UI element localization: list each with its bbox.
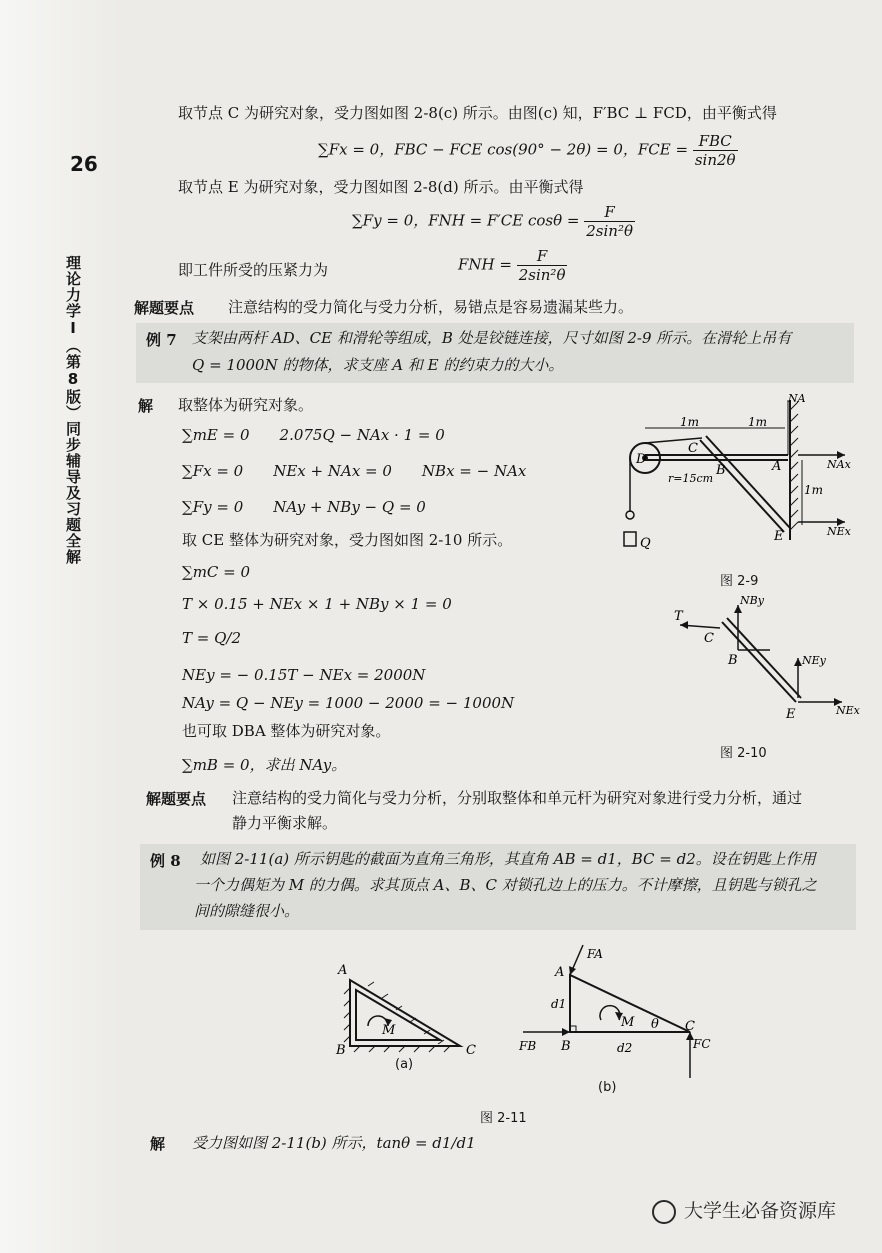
- solution-7-line: 也可取 DBA 整体为研究对象。: [182, 722, 391, 740]
- equation-sum-fx-left: ∑Fx = 0，FBC − FCE cos(90° − 2θ) = 0，FCE =: [318, 140, 689, 159]
- equation-sum-fy: [352, 203, 635, 240]
- label-c: C: [688, 441, 698, 456]
- label-t: T: [674, 609, 683, 624]
- page-edge-shade: [0, 0, 120, 1253]
- label-fb: FB: [519, 1039, 537, 1053]
- label-a: A: [772, 459, 782, 474]
- figure-2-11b-sublabel: (b): [598, 1080, 617, 1095]
- key-point-line-1: 注意结构的受力简化与受力分析，分别取整体和单元杆为研究对象进行受力分析，通过: [232, 789, 803, 807]
- example-8-label: 例 8: [150, 852, 181, 870]
- solution-7-line: T = Q/2: [182, 629, 242, 647]
- label-e: E: [774, 529, 784, 544]
- label-e: E: [786, 707, 796, 722]
- label-m: M: [621, 1015, 635, 1030]
- equation-fnh-left: FNH =: [458, 255, 512, 274]
- key-point-label: 解题要点: [146, 790, 207, 808]
- wall-hatching: [790, 402, 798, 530]
- label-nax: NAx: [827, 458, 851, 471]
- example-8-line-2: 一个力偶矩为 M 的力偶。求其顶点 A、B、C 对锁孔边上的压力。不计摩擦，且钥匙与锁孔之: [194, 876, 817, 894]
- label-nex: NEx: [836, 704, 860, 717]
- fraction-denominator: 2sin²θ: [518, 266, 566, 284]
- fraction-numerator: F: [517, 247, 568, 266]
- solution-7-line: NAy = Q − NEy = 1000 − 2000 = − 1000N: [182, 694, 515, 712]
- key-triangle-inner: [356, 990, 440, 1040]
- fraction-denominator: 2sin²θ: [586, 222, 633, 240]
- label-b: B: [728, 653, 738, 668]
- key-point-label: 解题要点: [134, 299, 195, 317]
- solution-7-line: NEy = − 0.15T − NEx = 2000N: [182, 666, 426, 684]
- label-radius: r=15cm: [668, 472, 714, 485]
- equation-sum-fy-left: ∑Fy = 0，FNH = F′CE cosθ =: [352, 211, 580, 230]
- paragraph-node-c: 取节点 C 为研究对象，受力图如图 2-8(c) 所示。由图(c) 知，F′BC ⊥ FCD，由平衡式得: [178, 104, 777, 122]
- figure-2-9-caption: 图 2-9: [720, 574, 759, 589]
- fraction-numerator: FBC: [693, 132, 738, 151]
- fraction-numerator: F: [584, 203, 635, 222]
- key-point-text: 注意结构的受力简化与受力分析，易错点是容易遗漏某些力。: [228, 298, 634, 316]
- watermark: [652, 1196, 836, 1224]
- figure-2-11a-sublabel: (a): [395, 1057, 414, 1072]
- label-ney: NEy: [802, 654, 826, 667]
- example-7-label: 例 7: [146, 331, 177, 349]
- solution-7-line: ∑mE = 0 2.075Q − NAx · 1 = 0: [182, 426, 445, 444]
- arrowhead-ney: [794, 658, 802, 666]
- figure-2-9: [620, 390, 860, 560]
- label-b: B: [561, 1039, 571, 1054]
- solution-8-label: 解: [150, 1135, 166, 1153]
- label-b: B: [336, 1043, 346, 1058]
- solution-7-line: 取 CE 整体为研究对象，受力图如图 2-10 所示。: [182, 531, 513, 549]
- wechat-icon: [652, 1200, 676, 1224]
- equation-sum-fx-fraction: [693, 132, 738, 169]
- label-fa: FA: [587, 947, 603, 961]
- bar-ce-lower: [700, 440, 784, 532]
- label-1m-b: 1m: [748, 415, 768, 429]
- label-q: Q: [640, 536, 651, 551]
- example-8-line-3: 间的隙缝很小。: [194, 902, 300, 920]
- weight-q: [624, 532, 636, 546]
- example-7-line-1: 支架由两杆 AD、CE 和滑轮等组成，B 处是铰链连接，尺寸如图 2-9 所示。在滑轮上吊有: [192, 329, 792, 347]
- solution-7-line: ∑Fy = 0 NAy + NBy − Q = 0: [182, 498, 426, 516]
- equation-sum-fx: [318, 132, 738, 169]
- page-number: 26: [70, 152, 98, 176]
- label-d2: d2: [617, 1041, 633, 1055]
- key-point-line-2: 静力平衡求解。: [232, 814, 338, 832]
- label-nex: NEx: [827, 525, 851, 538]
- solution-7-line: T × 0.15 + NEx × 1 + NBy × 1 = 0: [182, 595, 452, 613]
- fraction-denominator: sin2θ: [694, 151, 736, 169]
- bar-ce: [706, 436, 790, 528]
- equation-fnh-fraction: [517, 247, 568, 284]
- label-theta: θ: [651, 1017, 659, 1032]
- label-na: NA: [788, 392, 806, 405]
- spine-title: 理论力学Ⅰ（第8版）同步辅导及习题全解: [64, 255, 82, 565]
- label-nby: NBy: [740, 594, 764, 607]
- label-m: M: [382, 1023, 396, 1038]
- label-c: C: [466, 1043, 476, 1058]
- solution-7-line: 取整体为研究对象。: [178, 396, 314, 414]
- solution-7-label: 解: [138, 397, 154, 415]
- solution-7-line: ∑mB = 0，求出 NAy。: [182, 756, 347, 774]
- label-1m-a: 1m: [680, 415, 700, 429]
- label-fc: FC: [693, 1037, 711, 1051]
- solution-7-line: ∑mC = 0: [182, 563, 251, 581]
- equation-sum-fy-fraction: [584, 203, 635, 240]
- figure-2-11-caption: 图 2-11: [480, 1111, 527, 1126]
- key-triangle: [350, 980, 460, 1046]
- example-8-line-1: 如图 2-11(a) 所示钥匙的截面为直角三角形，其直角 AB = d1，BC = d2。设在钥匙上作用: [200, 850, 816, 868]
- arrowhead-fb: [562, 1028, 570, 1036]
- label-c: C: [704, 631, 714, 646]
- equation-fnh: [458, 247, 567, 284]
- paragraph-pressing-force: 即工件所受的压紧力为: [178, 261, 329, 279]
- hook: [626, 511, 634, 519]
- label-c: C: [685, 1019, 695, 1034]
- figure-2-11b: [515, 940, 720, 1085]
- solution-8-text: 受力图如图 2-11(b) 所示，tanθ = d1/d1: [192, 1134, 476, 1152]
- label-1m-v: 1m: [804, 483, 824, 497]
- label-a: A: [555, 965, 565, 980]
- paragraph-node-e: 取节点 E 为研究对象，受力图如图 2-8(d) 所示。由平衡式得: [178, 178, 584, 196]
- solution-7-line: ∑Fx = 0 NEx + NAx = 0 NBx = − NAx: [182, 462, 527, 480]
- example-7-line-2: Q = 1000N 的物体，求支座 A 和 E 的约束力的大小。: [192, 356, 564, 374]
- label-b: B: [716, 463, 726, 478]
- label-d1: d1: [551, 997, 567, 1011]
- watermark-text: 大学生必备资源库: [684, 1200, 837, 1222]
- figure-2-10-caption: 图 2-10: [720, 746, 767, 761]
- label-d: D: [636, 452, 647, 467]
- figure-2-10: [670, 590, 865, 725]
- label-a: A: [338, 963, 348, 978]
